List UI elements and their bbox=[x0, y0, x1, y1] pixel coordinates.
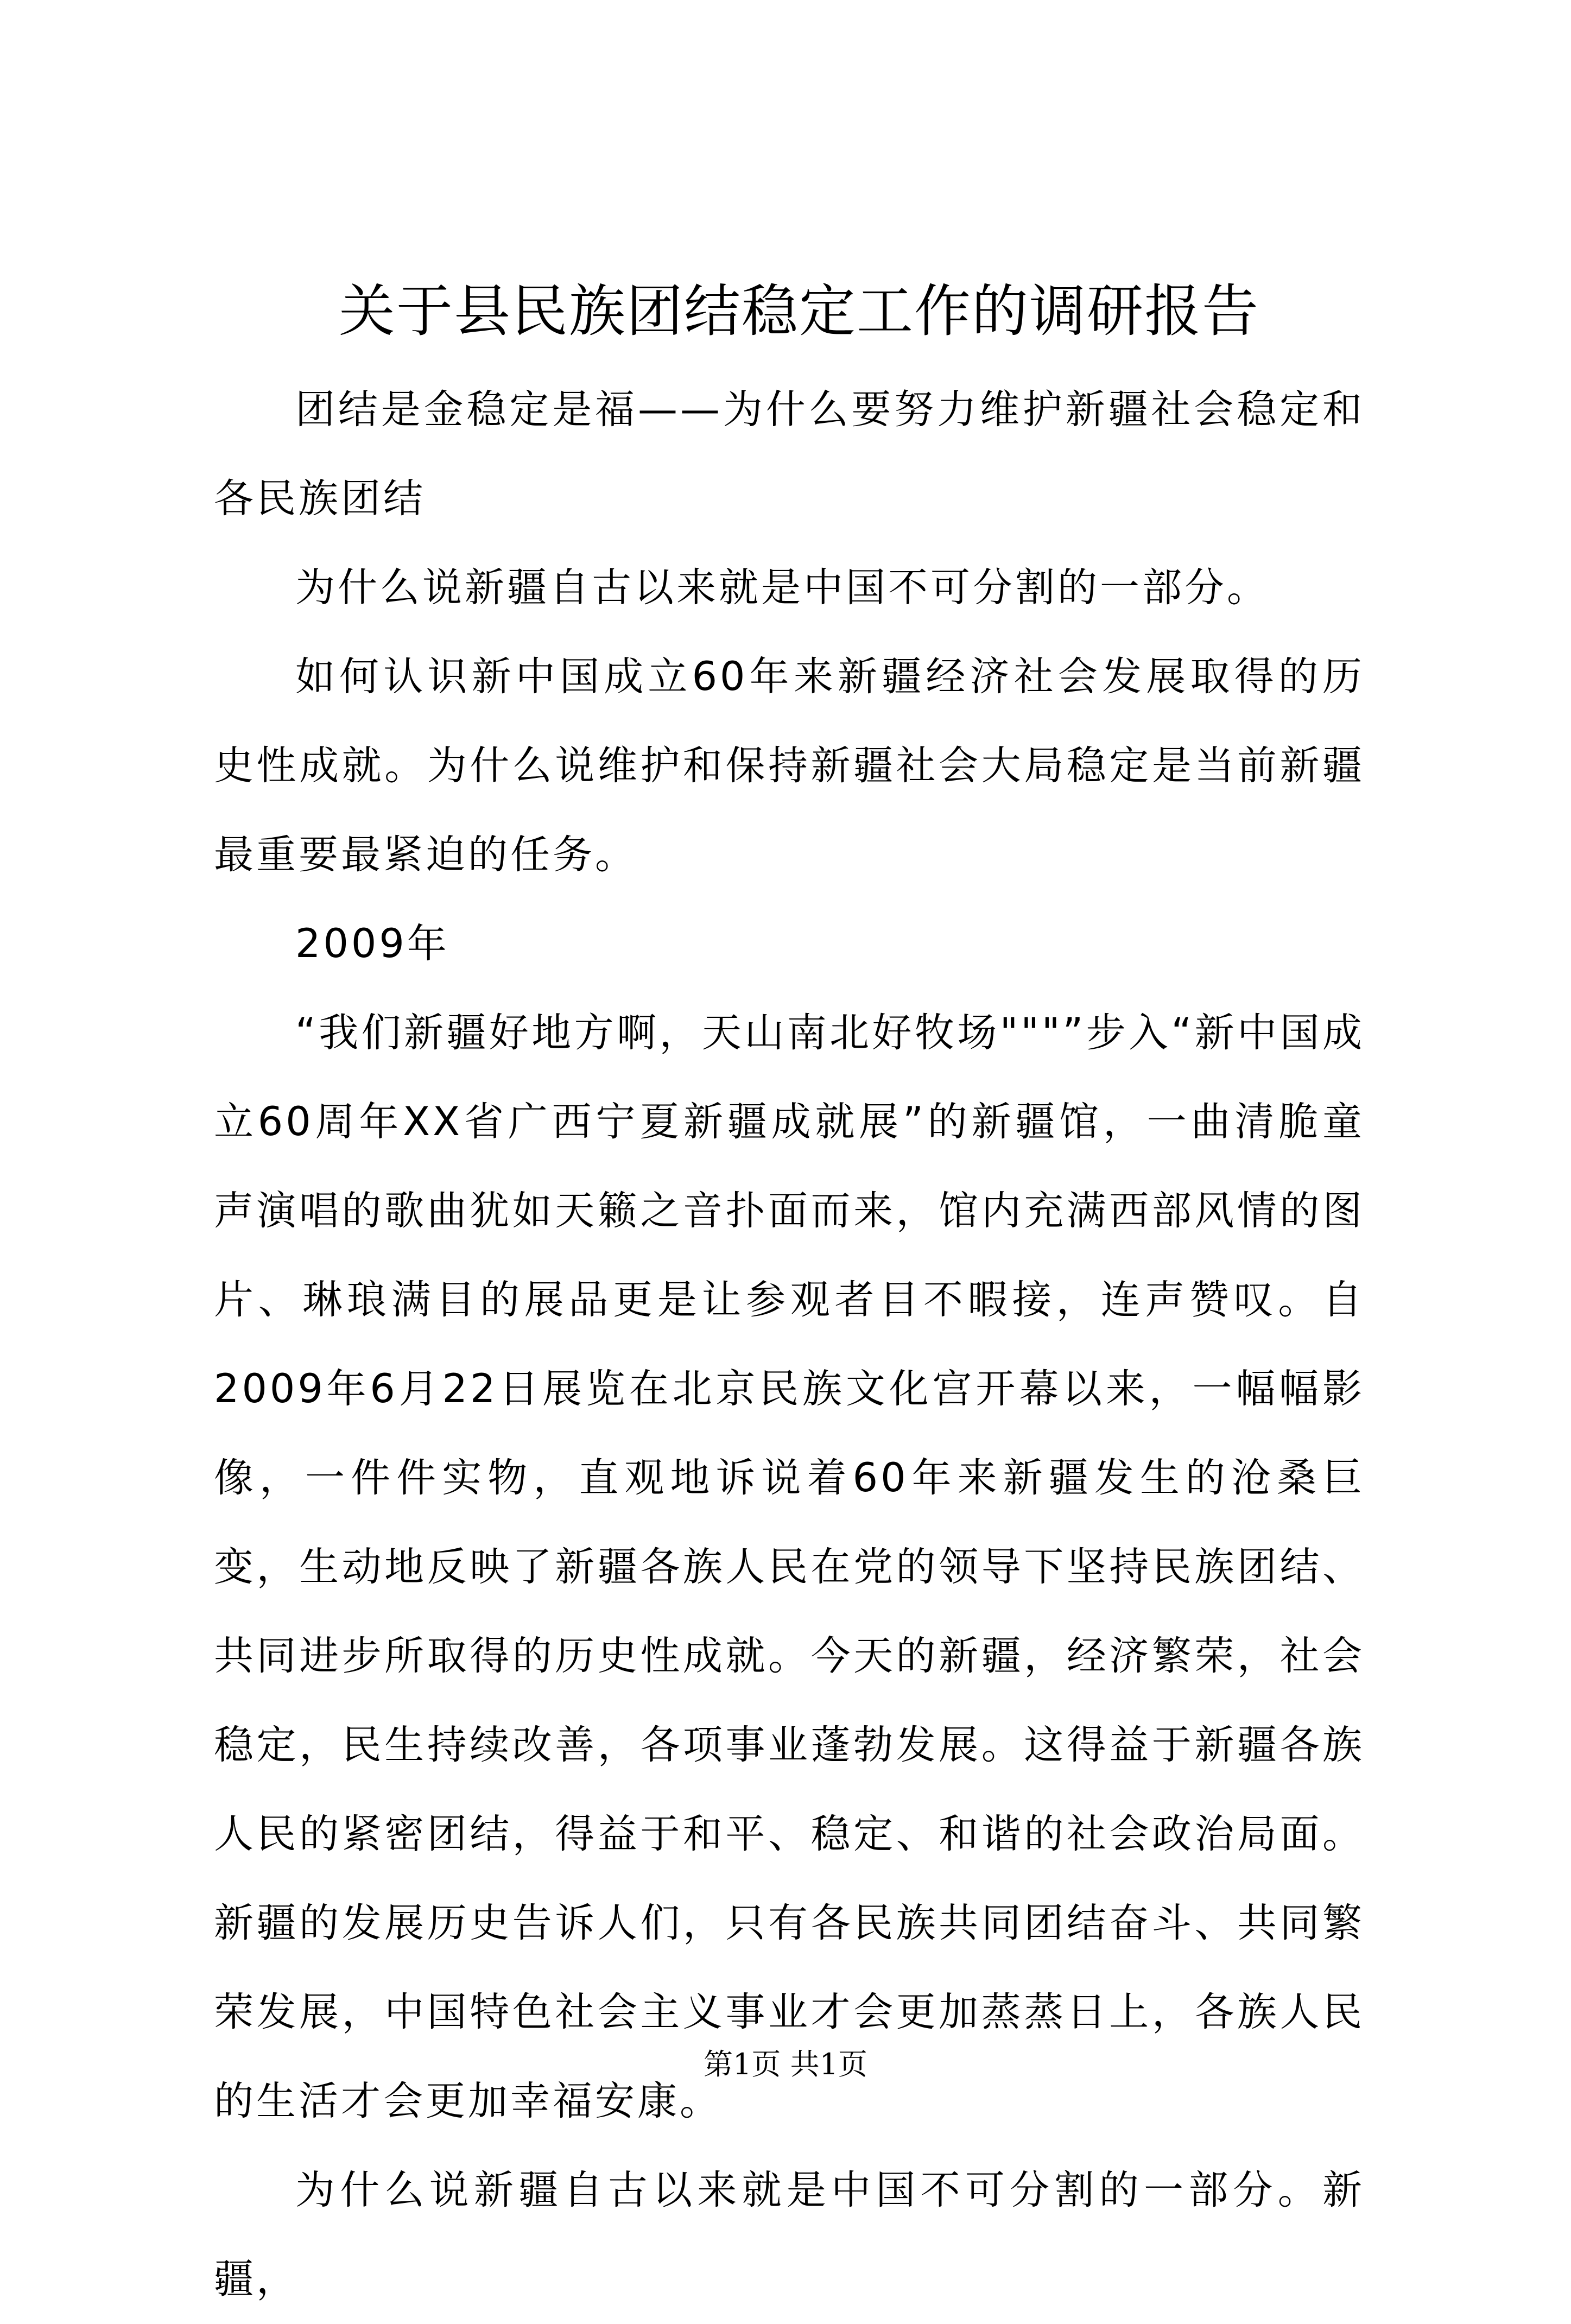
paragraph: 团结是金稳定是福——为什么要努力维护新疆社会稳定和各民族团结 bbox=[214, 387, 1365, 522]
paragraph: 2009年 bbox=[295, 921, 449, 967]
paragraph: 为什么说新疆自古以来就是中国不可分割的一部分。 bbox=[295, 565, 1269, 611]
document-title: 关于县民族团结稳定工作的调研报告 bbox=[338, 278, 1259, 344]
document-body bbox=[214, 365, 1365, 2324]
paragraph: 为什么说新疆自古以来就是中国不可分割的一部分。新疆， bbox=[214, 2167, 1365, 2302]
paragraph: 如何认识新中国成立60年来新疆经济社会发展取得的历史性成就。为什么说维护和保持新疆社会大局稳定是当前新疆最重要最紧迫的任务。 bbox=[214, 654, 1365, 878]
paragraph: “我们新疆好地方啊，天山南北好牧场"""”步入“新中国成立60周年XX省广西宁夏新疆成就展”的新疆馆，一曲清脆童声演唱的歌曲犹如天籁之音扑面而来，馆内充满西部风情的图片、琳琅满目的展品更是让参观者目不暇接，连声赞叹。自2009年6月22日展览在北京民族文化宫开幕以来，一幅幅影像，一件件实物，直观地诉说着60年来新疆发生的沧桑巨变，生动地反映了新疆各族人民在党的领导下坚持民族团结、共同进步所取得的历史性成就。今天的新疆，经济繁荣，社会稳定，民生持续改善，各项事业蓬勃发展。这得益于新疆各族人民的紧密团结，得益于和平、稳定、和谐的社会政治局面。新疆的发展历史告诉人们，只有各民族共同团结奋斗、共同繁荣发展，中国特色社会主义事业才会更加蒸蒸日上，各族人民的生活才会更加幸福安康。 bbox=[214, 1010, 1365, 2124]
page-footer: 第1页 共1页 bbox=[704, 2047, 867, 2081]
